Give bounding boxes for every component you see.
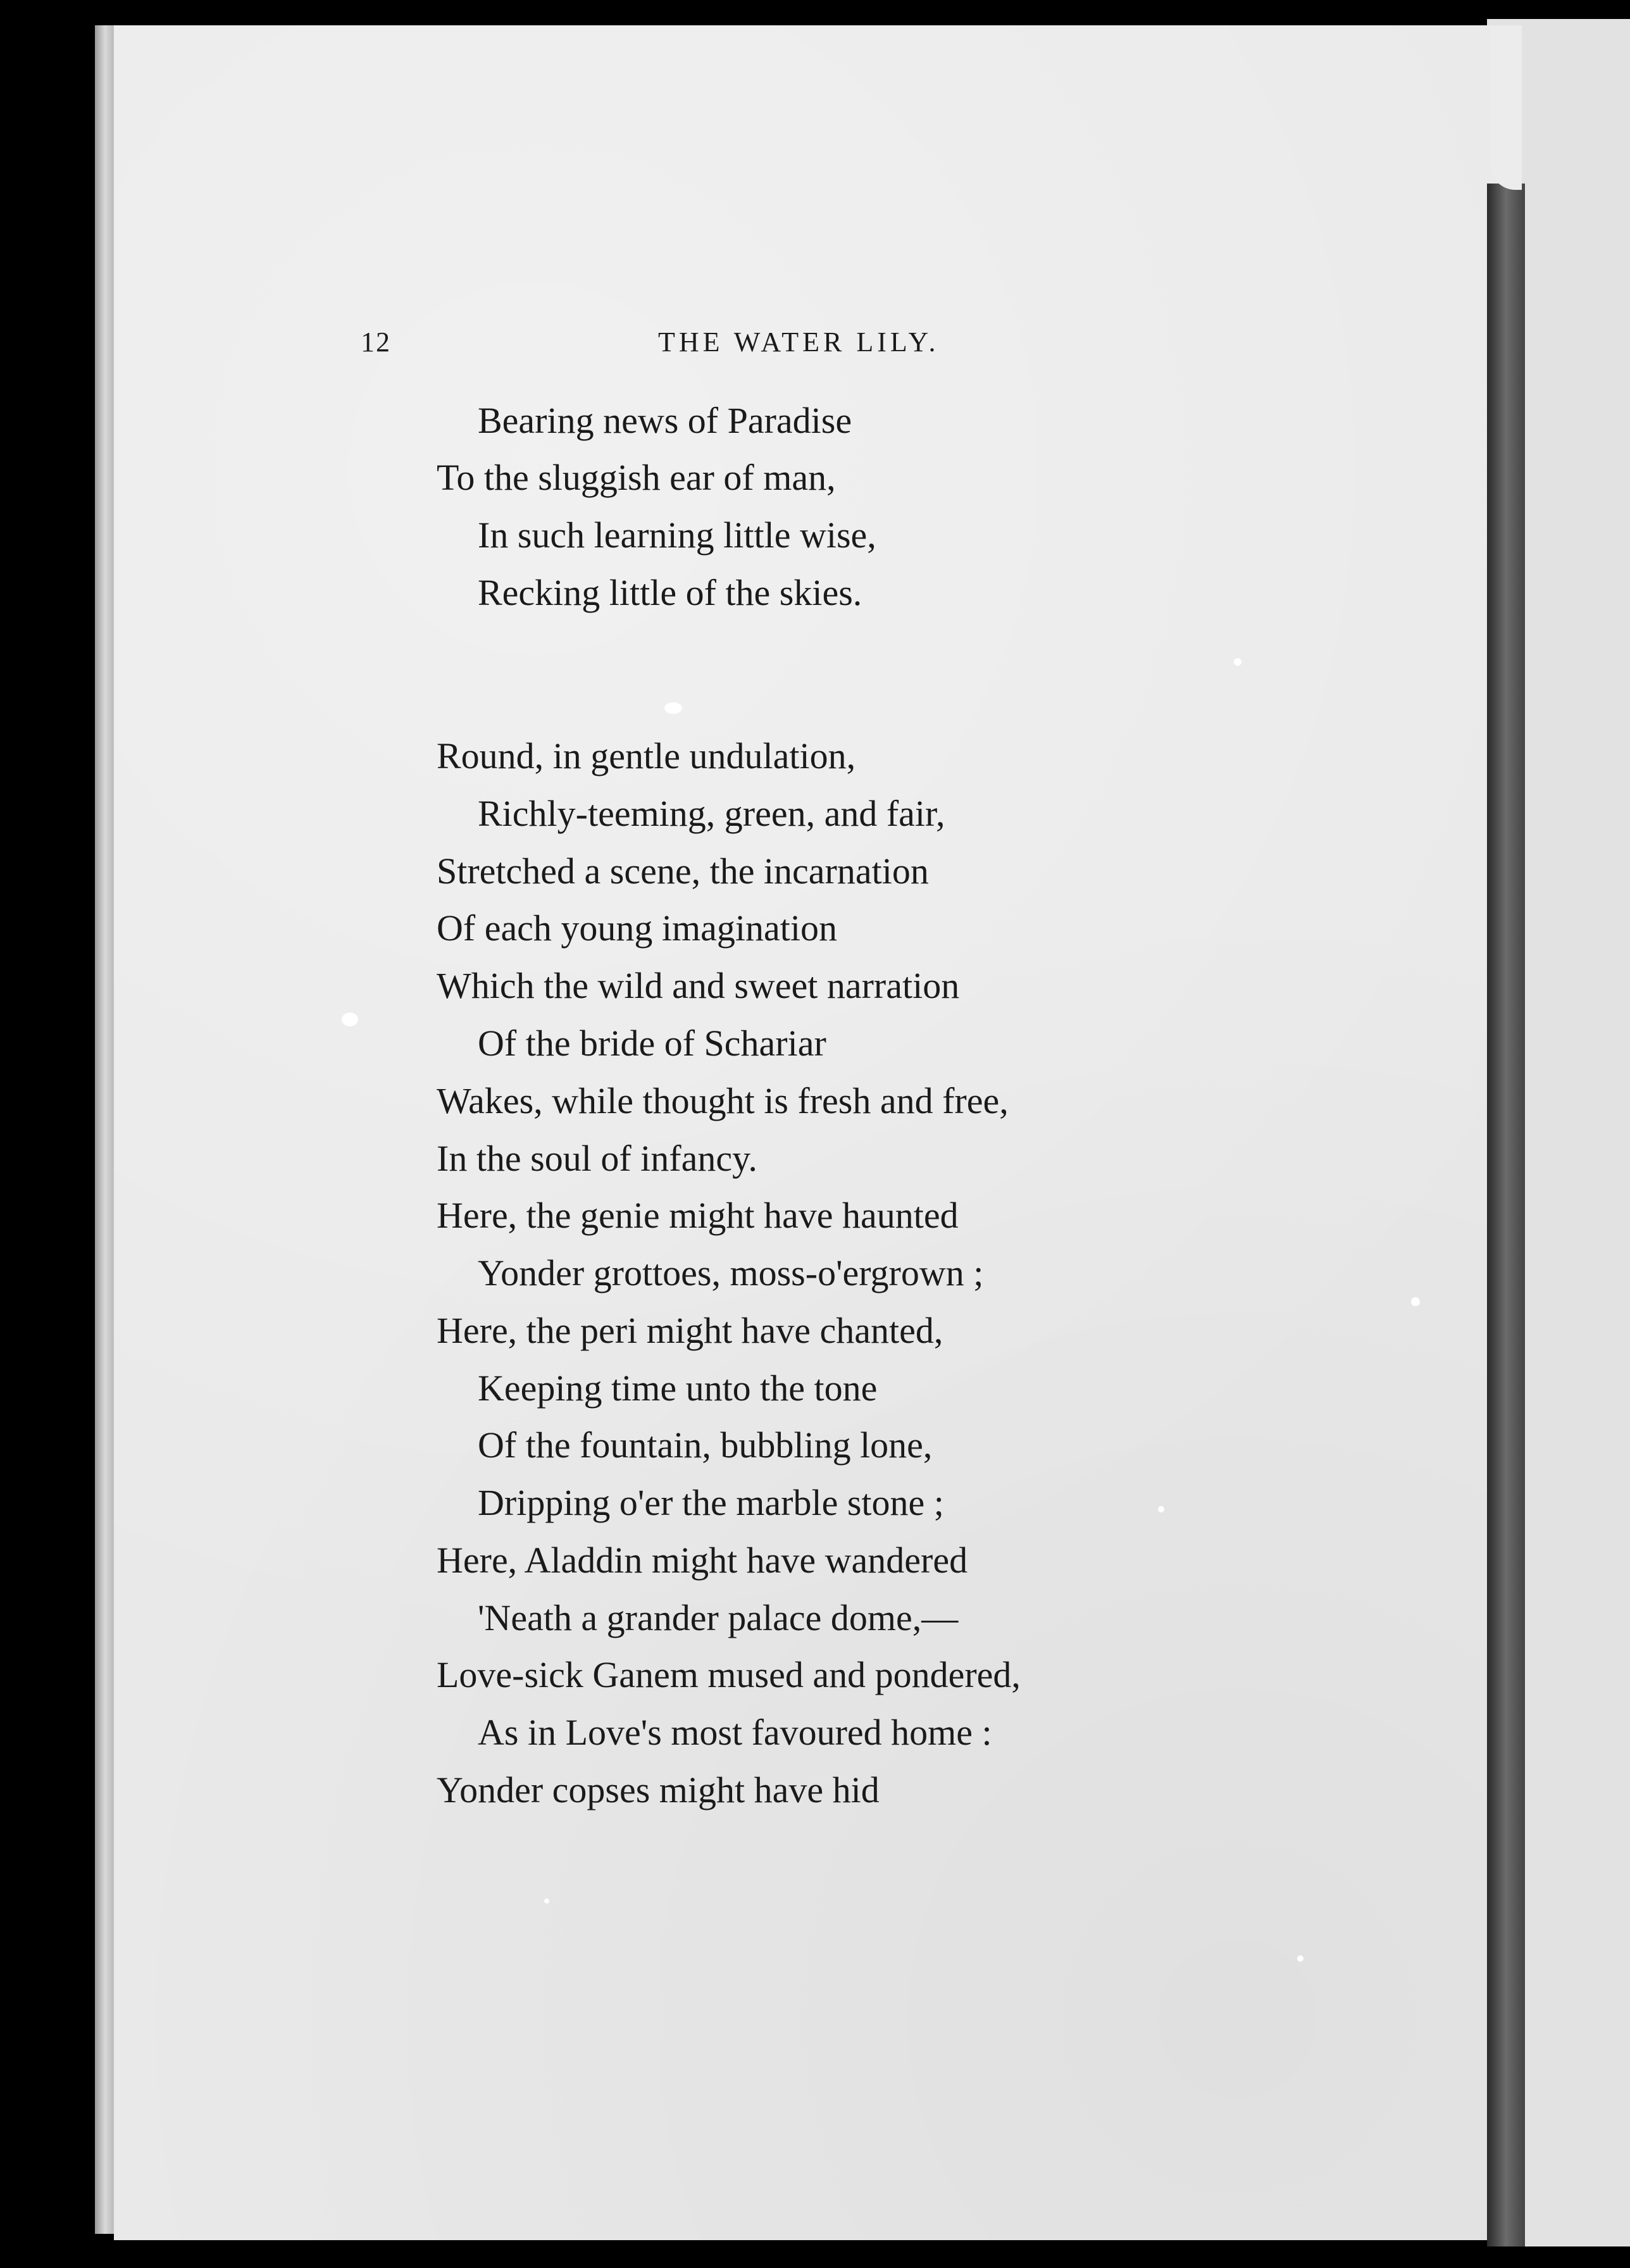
verse-line: Love-sick Ganem mused and pondered, [437,1654,1021,1695]
verse-line: Keeping time unto the tone [478,1368,878,1409]
dust-speck [664,702,682,714]
dust-speck [1411,1297,1420,1306]
verse-line: Here, the peri might have chanted, [437,1310,943,1351]
page-fold-corner [1490,25,1522,190]
verse-line: Here, the genie might have haunted [437,1195,959,1236]
dust-speck [1158,1506,1164,1512]
verse-line: In the soul of infancy. [437,1138,757,1179]
verse-line: Of each young imagination [437,907,837,949]
verse-line: Wakes, while thought is fresh and free, [437,1080,1009,1121]
verse-line: Of the bride of Schariar [478,1023,826,1064]
verse-line: Yonder grottoes, moss-o'ergrown ; [478,1252,984,1293]
verse-line: As in Love's most favoured home : [478,1712,992,1753]
verse-line: Round, in gentle undulation, [437,735,856,776]
dust-speck [1297,1955,1303,1962]
dust-speck [544,1898,549,1904]
page-number: 12 [361,327,391,358]
verse-line: Which the wild and sweet narration [437,965,960,1006]
dust-speck [342,1012,358,1026]
verse-line: To the sluggish ear of man, [437,457,836,498]
verse-line: In such learning little wise, [478,514,876,556]
verse-line: Yonder copses might have hid [437,1769,880,1810]
verse-line: Dripping o'er the marble stone ; [478,1482,944,1523]
dust-speck [1234,658,1241,666]
verse-line: Of the fountain, bubbling lone, [478,1424,933,1466]
verse-line: Stretched a scene, the incarnation [437,850,929,892]
gutter-shadow [1487,184,1525,2246]
verse-line: Bearing news of Paradise [478,400,852,441]
verse-line: Richly-teeming, green, and fair, [478,793,945,834]
verse-line: Recking little of the skies. [478,572,862,613]
verse-line: Here, Aladdin might have wandered [437,1540,968,1581]
verse-line: 'Neath a grander palace dome,— [478,1597,959,1638]
running-title: THE WATER LILY. [658,327,940,358]
